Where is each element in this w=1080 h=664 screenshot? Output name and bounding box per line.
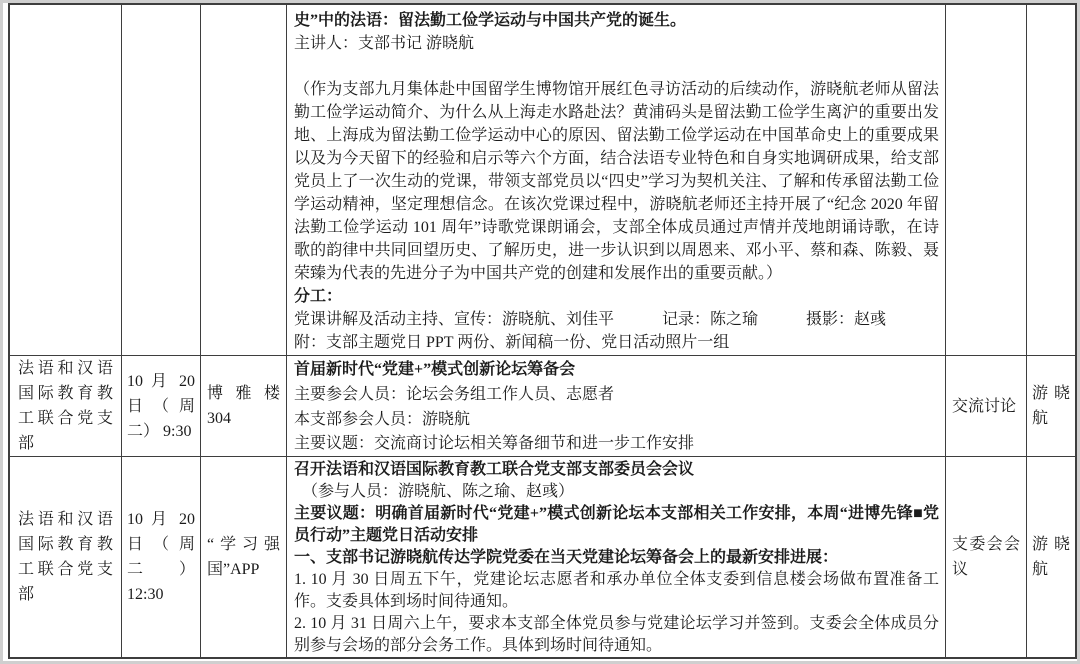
org-cell: [10, 457, 122, 657]
date-cell-text: 10 月 20 日（周二） 12:30: [127, 511, 195, 603]
location-cell-text: 博雅楼 304: [207, 385, 280, 427]
org-cell-text: 法语和汉语国际教育教工联合党支部: [18, 360, 113, 452]
org-cell: [10, 5, 122, 355]
activity-type-cell: [946, 356, 1027, 456]
content-cell: [287, 457, 946, 657]
table-row: [10, 457, 1075, 657]
content-paragraph: 一、支部书记游晓航传达学院党委在当天党建论坛筹备会上的最新安排进展：: [294, 549, 839, 566]
content-paragraph: 1. 10 月 30 日周五下午，党建论坛志愿者和承办单位全体支委到信息楼会场做布置准备工作。支委具体到场时间待通知。: [294, 571, 939, 610]
content-paragraph: 附：支部主题党日 PPT 两份、新闻稿一份、党日活动照片一组: [294, 334, 730, 351]
content-paragraph: 史”中的法语：留法勤工俭学运动与中国共产党的诞生。: [294, 12, 687, 29]
date-cell: [122, 5, 201, 355]
location-cell: [201, 5, 287, 355]
content-paragraph: 主讲人：支部书记 游晓航: [294, 35, 475, 52]
person-cell-text: 游晓航: [1032, 536, 1070, 578]
date-cell-text: 10 月 20 日（周二） 9:30: [127, 372, 195, 440]
content-paragraph: 主要议题：交流商讨论坛相关筹备细节和进一步工作安排: [294, 435, 695, 453]
activity-type-cell: [946, 5, 1027, 355]
person-cell: [1027, 457, 1075, 657]
location-cell: [201, 356, 287, 456]
activity-type-cell-text: 支委会会议: [952, 536, 1020, 578]
content-paragraph: 主要议题：明确首届新时代“党建+”模式创新论坛本支部相关工作安排，本周“进博先锋■党员行动”主题党日活动安排: [294, 505, 939, 544]
org-cell-text: 法语和汉语国际教育教工联合党支部: [18, 511, 113, 603]
content-cell: [287, 356, 946, 456]
date-cell: [122, 457, 201, 657]
party-branch-schedule-table: [8, 3, 1077, 659]
person-cell-text: 游晓航: [1032, 385, 1070, 427]
content-paragraph: [294, 55, 939, 78]
table-row: [10, 356, 1075, 457]
activity-type-cell-text: 交流讨论: [952, 397, 1017, 415]
content-paragraph: 主要参会人员：论坛会务组工作人员、志愿者: [294, 385, 615, 403]
person-cell: [1027, 5, 1075, 355]
activity-type-cell: [946, 457, 1027, 657]
content-paragraph: （参与人员：游晓航、陈之瑜、赵彧）: [294, 483, 575, 500]
content-paragraph: 党课讲解及活动主持、宣传：游晓航、刘佳平 记录：陈之瑜 摄影：赵彧: [294, 311, 887, 328]
org-cell: [10, 356, 122, 456]
date-cell: [122, 356, 201, 456]
content-paragraph: 分工：: [294, 288, 343, 305]
content-paragraph: 2. 10 月 31 日周六上午，要求本支部全体党员参与党建论坛学习并签到。支委会全体成员分别参与会场的部分会务工作。具体到场时间待通知。: [294, 615, 939, 654]
content-paragraph: 首届新时代“党建+”模式创新论坛筹备会: [294, 361, 576, 378]
content-paragraph: 召开法语和汉语国际教育教工联合党支部支部委员会会议: [294, 461, 695, 478]
content-paragraph: （作为支部九月集体赴中国留学生博物馆开展红色寻访活动的后续动作，游晓航老师从留法勤工俭学运动简介、为什么从上海走水路赴法？黄浦码头是留法勤工俭学生离沪的重要出发地、上海成为留法勤工俭学运动中心的原因、留法勤工俭学运动在中国革命史上的重要成果以及为今天留下的经验和启示等六个方面，结合法语专业特色和自身实地调研成果，给支部党员上了一次生动的党课，带领支部党员以“四史”学习为契机关注、了解和传承留法勤工俭学运动精神，坚定理想信念。在该次党课过程中，游晓航老师还主持开展了“纪念 2020 年留法勤工俭学运动 101 周年”诗歌党课朗诵会，支部全体成员通过声情并茂地朗诵诗歌，在诗歌的韵律中共同回望历史、了解历史，进一步认识到以周恩来、邓小平、蔡和森、陈毅、聂荣臻为代表的先进分子为中国共产党的创建和发展作出的重要贡献。）: [294, 81, 939, 282]
content-cell: [287, 5, 946, 355]
person-cell: [1027, 356, 1075, 456]
location-cell-text: “学习强国”APP: [207, 536, 280, 578]
table-row: [10, 5, 1075, 356]
content-paragraph: 本支部参会人员：游晓航: [294, 410, 471, 428]
location-cell: [201, 457, 287, 657]
